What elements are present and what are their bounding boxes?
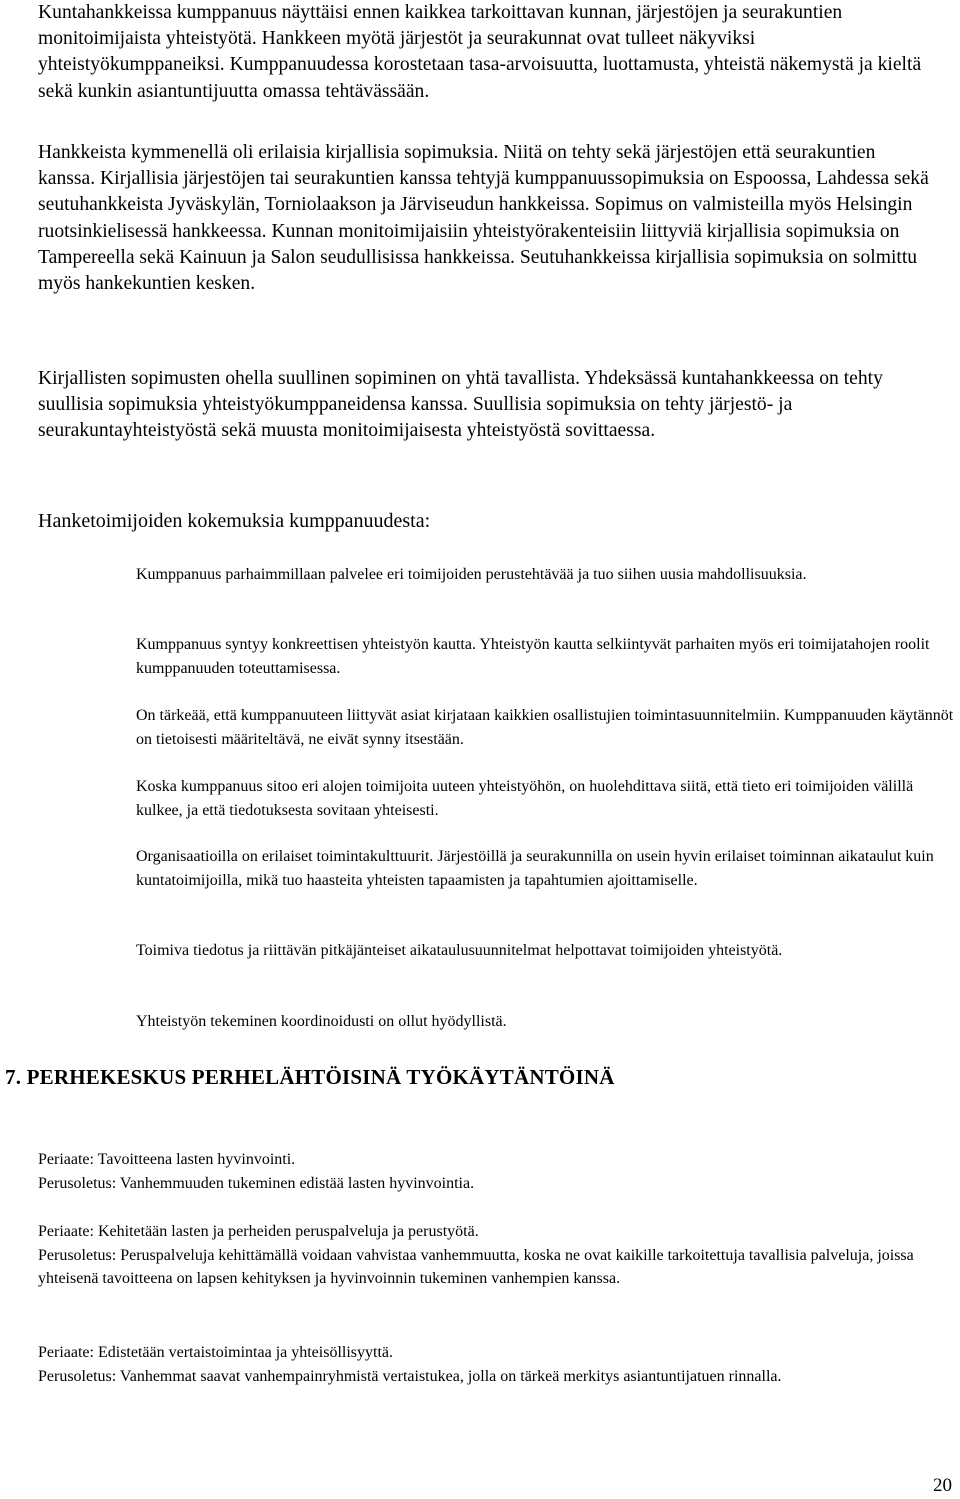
body-paragraph: Kuntahankkeissa kumppanuus näyttäisi ennen kaikkea tarkoittavan kunnan, järjestöjen ja seurakuntien monitoimijaista yhteistyötä. Hankkeen myötä järjestöt ja seurakunnat ovat tulleet näkyviksi yhteistyökumppaneiksi. Kumppanuudessa korostetaan tasa-arvoisuutta, luottamusta, yhteistä näkemystä ja kieltä sekä kunkin asiantuntijuutta omassa tehtävässään. [38,2,922,102]
assumption-text: Perusoletus: Vanhemmat saavat vanhempainryhmistä vertaistukea, jolla on tärkeä merkitys asiantuntijatuen rinnalla. [38,1367,782,1385]
section-heading: 7. PERHEKESKUS PERHELÄHTÖISINÄ TYÖKÄYTÄNTÖINÄ [5,1065,615,1089]
experience-item: Yhteistyön tekeminen koordinoidusti on ollut hyödyllistä. [136,1013,507,1030]
experience-item: Organisaatioilla on erilaiset toimintakulttuurit. Järjestöillä ja seurakunnilla on usein hyvin erilaiset toiminnan aikataulut kuin kuntatoimijoilla, mikä tuo haasteita yhteisten tapaamisten ja tapahtumien ajoittamiselle. [136,848,934,889]
principle-label: Periaate: Edistetään vertaistoimintaa ja yhteisöllisyyttä. [38,1344,394,1361]
experience-item: Koska kumppanuus sitoo eri alojen toimijoita uuteen yhteistyöhön, on huolehdittava siitä, että tieto eri toimijoiden välillä kulkee, ja että tiedotuksesta sovitaan yhteisesti. [136,778,914,819]
experience-item: On tärkeää, että kumppanuuteen liittyvät asiat kirjataan kaikkien osallistujien toimintasuunnitelmiin. Kumppanuuden käytännöt on tietoisesti määriteltävä, ne eivät synny itsestään. [136,707,954,748]
page-number: 20 [933,1475,952,1496]
principle-block [38,1148,938,1195]
principle-block [38,1341,938,1388]
body-paragraph: Kirjallisten sopimusten ohella suullinen sopiminen on yhtä tavallista. Yhdeksässä kuntahankkeessa on tehty suullisia sopimuksia yhteistyökumppaneidensa kanssa. Suullisia sopimuksia on tehty järjestö- ja seurakuntayhteistyöstä sekä muusta monitoimijaisesta yhteistyöstä sovittaessa. [38,368,883,442]
experience-item: Kumppanuus parhaimmillaan palvelee eri toimijoiden perustehtävää ja tuo siihen uusia mahdollisuuksia. [136,566,807,583]
experience-item: Toimiva tiedotus ja riittävän pitkäjänteiset aikataulusuunnitelmat helpottavat toimijoiden yhteistyötä. [136,942,783,959]
principle-label: Periaate: Tavoitteena lasten hyvinvointi. [38,1151,296,1168]
principle-block [38,1220,938,1291]
principle-label: Periaate: Kehitetään lasten ja perheiden peruspalveluja ja perustyötä. [38,1223,479,1240]
assumption-text: Perusoletus: Peruspalveluja kehittämällä voidaan vahvistaa vanhemmuutta, koska ne ovat kaikille tarkoitettuja tavallisia palveluja, joissa yhteisenä tavoitteena on lapsen kehityksen ja hyvinvoinnin tukeminen vanhempien kanssa. [38,1246,914,1288]
experience-item: Kumppanuus syntyy konkreettisen yhteistyön kautta. Yhteistyön kautta selkiintyvät parhaiten myös eri toimijatahojen roolit kumppanuuden toteuttamisessa. [136,636,930,677]
assumption-text: Perusoletus: Vanhemmuuden tukeminen edistää lasten hyvinvointia. [38,1174,475,1192]
experiences-heading: Hanketoimijoiden kokemuksia kumppanuudesta: [38,510,431,532]
body-paragraph: Hankkeista kymmenellä oli erilaisia kirjallisia sopimuksia. Niitä on tehty sekä järjestöjen että seurakuntien kanssa. Kirjallisia järjestöjen tai seurakuntien kanssa tehtyjä kumppanuussopimuksia on Espoossa, Lahdessa sekä seutuhankkeista Jyväskylän, Torniolaakson ja Järviseudun hankkeissa. Sopimus on valmisteilla myös Helsingin ruotsinkielisessä hankkeessa. Kunnan monitoimijaisiin yhteistyörakenteisiin liittyviä kirjallisia sopimuksia on Tampereella sekä Kainuun ja Salon seudullisissa hankkeissa. Seutuhankkeissa kirjallisia sopimuksia on solmittu myös hankekuntien kesken. [38,142,929,295]
